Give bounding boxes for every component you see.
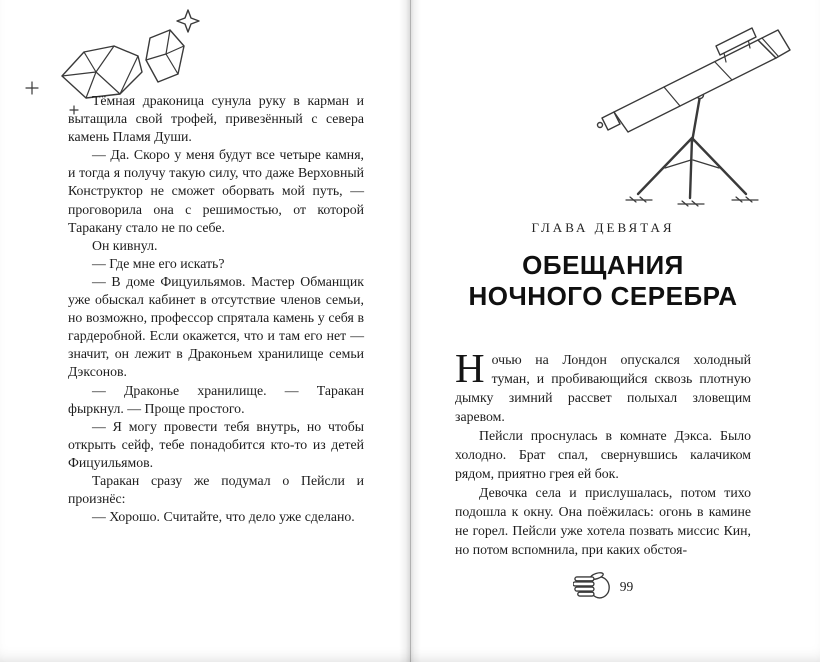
paragraph: Таракан сразу же подумал о Пейсли и произнёс: <box>68 472 364 507</box>
left-page-text <box>68 92 364 526</box>
right-page <box>410 0 820 662</box>
paragraph: — Да. Скоро у меня будут все четыре камня, и тогда я получу такую силу, что даже Верховный Конструктор не сможет оборвать мой путь, — проговорила она с решимостью, от которой Таракану стало не по себе. <box>68 147 364 235</box>
chapter-title-line-2: НОЧНОГО СЕРЕБРА <box>468 281 738 311</box>
paragraph: Тёмная драконица сунула руку в карман и вытащила свой трофей, привезённый с севера камень Пламя Души. <box>68 93 364 145</box>
telescope-illustration <box>562 6 812 211</box>
paragraph: Пейсли проснулась в комнате Дэкса. Было холодно. Брат спал, свернувшись калачиком рядом, приятно грея ей бок. <box>455 428 751 481</box>
page-number: 99 <box>619 578 634 594</box>
paragraph: — Где мне его искать? <box>92 255 225 271</box>
paragraph: Он кивнул. <box>92 237 158 253</box>
open-hand-illustration <box>573 572 613 601</box>
chapter-title-line-1: ОБЕЩАНИЯ <box>522 250 684 280</box>
paragraph: — Драконье хранилище. — Таракан фыркнул. — Проще простого. <box>68 382 364 416</box>
page-footer <box>455 572 751 601</box>
drop-cap: Н <box>455 345 485 391</box>
paragraph: — В доме Фицуильямов. Мастер Обманщик уже обыскал кабинет в отсутствие членов семьи, но возможно, профессор спрятала камень у себя в гардеробной. Если окажется, что и там его нет — значит, он лежит в Драконьем хранилище семьи Дэксонов. <box>68 273 364 380</box>
first-paragraph-text: очью на Лондон опускался холодный туман, и пробивающийся сквозь плотную дымку зимний рассвет полыхал зловещим заревом. <box>455 352 751 424</box>
chapter-label: ГЛАВА ДЕВЯТАЯ <box>531 220 675 235</box>
paragraph <box>455 345 751 426</box>
right-page-paragraphs <box>455 426 751 559</box>
paragraph: — Я могу провести тебя внутрь, но чтобы открыть сейф, тебе понадобится кто-то из детей Фицуильямов. <box>68 418 364 470</box>
paragraph: Девочка села и прислушалась, потом тихо подошла к окну. Она поёжилась: огонь в камине не горел. Пейсли уже хотела позвать миссис Кин, но потом вспомнила, при каких обстоя- <box>455 485 751 557</box>
page-gutter-line <box>410 0 411 662</box>
chapter-title <box>438 250 768 312</box>
right-page-text <box>455 345 751 559</box>
paragraph: — Хорошо. Считайте, что дело уже сделано. <box>92 509 355 525</box>
